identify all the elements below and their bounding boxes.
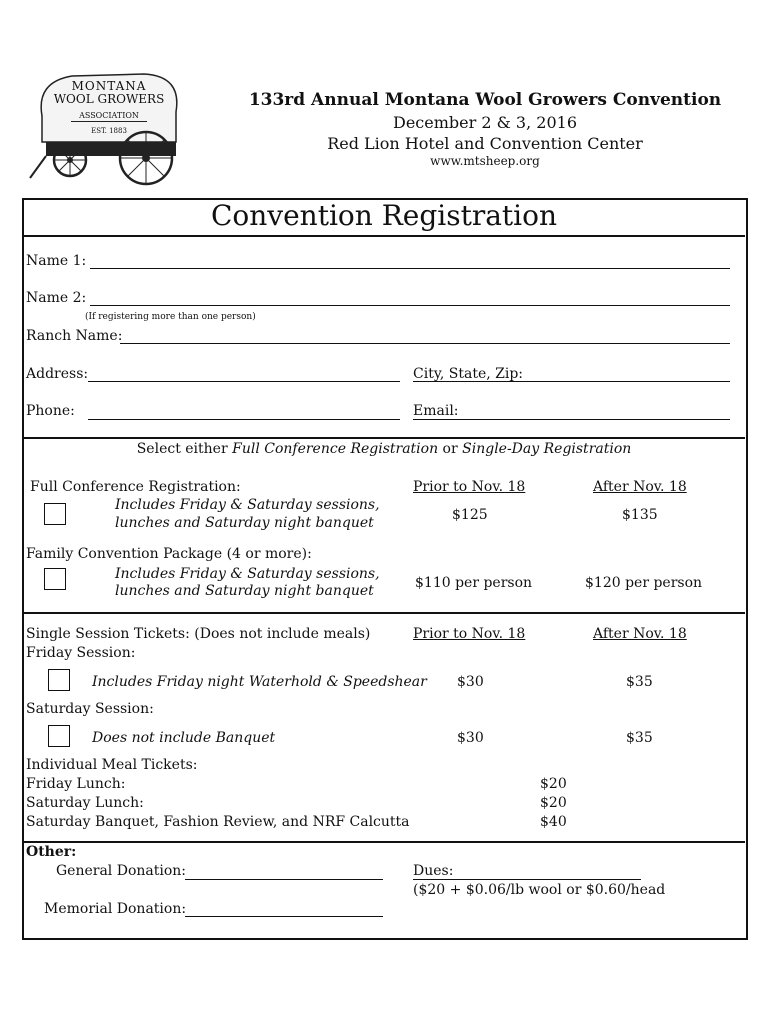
friday-session-desc: Includes Friday night Waterhold & Speedshear: [92, 674, 427, 690]
full-conference-desc-1: Includes Friday & Saturday sessions,: [115, 497, 380, 513]
selection-option-single: Single-Day Registration: [462, 441, 632, 457]
phone-label: Phone:: [26, 403, 75, 419]
family-package-desc-2: lunches and Saturday night banquet: [115, 583, 374, 599]
full-prior-price: $125: [452, 507, 488, 523]
city-state-zip-field[interactable]: [413, 381, 730, 382]
friday-after-price: $35: [626, 674, 653, 690]
dues-note: ($20 + $0.06/lb wool or $0.60/head: [413, 882, 666, 898]
meal-tickets-heading: Individual Meal Tickets:: [26, 757, 198, 773]
logo-text-montana: MONTANA: [71, 79, 147, 93]
selection-prefix: Select either: [136, 441, 233, 457]
single-after-header: After Nov. 18: [593, 626, 687, 642]
selection-option-full: Full Conference Registration: [232, 441, 439, 457]
memorial-donation-field[interactable]: [185, 916, 383, 917]
dues-label: Dues:: [413, 863, 454, 879]
meal-item-price: $40: [540, 814, 567, 830]
meal-item-label: Saturday Banquet, Fashion Review, and NRF Calcutta: [26, 814, 410, 830]
selection-middle: or: [438, 441, 463, 457]
name2-note: (If registering more than one person): [85, 312, 256, 322]
meal-item-price: $20: [540, 795, 567, 811]
email-label: Email:: [413, 403, 459, 419]
phone-field[interactable]: [88, 419, 400, 420]
logo-text-association: ASSOCIATION: [71, 112, 147, 121]
single-prior-header: Prior to Nov. 18: [413, 626, 526, 642]
full-prior-header: Prior to Nov. 18: [413, 479, 526, 495]
general-donation-field[interactable]: [185, 879, 383, 880]
title-divider: [23, 235, 745, 237]
meal-item-price: $20: [540, 776, 567, 792]
family-prior-price: $110 per person: [415, 575, 533, 591]
full-after-price: $135: [622, 507, 658, 523]
memorial-donation-label: Memorial Donation:: [44, 901, 187, 917]
full-conference-desc-2: lunches and Saturday night banquet: [115, 515, 374, 531]
name1-field[interactable]: [90, 268, 730, 269]
friday-session-checkbox[interactable]: [48, 669, 70, 691]
selection-instruction: [22, 441, 746, 457]
meal-item-label: Saturday Lunch:: [26, 795, 144, 811]
city-state-zip-label: City, State, Zip:: [413, 366, 524, 382]
friday-prior-price: $30: [457, 674, 484, 690]
saturday-session-label: Saturday Session:: [26, 701, 154, 717]
name1-label: Name 1:: [26, 253, 87, 269]
ranch-name-label: Ranch Name:: [26, 328, 123, 344]
friday-session-label: Friday Session:: [26, 645, 136, 661]
family-package-checkbox[interactable]: [44, 568, 66, 590]
convention-dates: December 2 & 3, 2016: [392, 113, 577, 132]
name2-field[interactable]: [90, 305, 730, 306]
address-field[interactable]: [88, 381, 400, 382]
full-conference-heading: Full Conference Registration:: [30, 479, 241, 495]
ranch-name-field[interactable]: [120, 343, 730, 344]
logo-text-established: EST. 1883: [91, 126, 127, 135]
family-after-price: $120 per person: [585, 575, 703, 591]
full-after-header: After Nov. 18: [593, 479, 687, 495]
other-heading: Other:: [26, 844, 77, 860]
saturday-prior-price: $30: [457, 730, 484, 746]
name2-label: Name 2:: [26, 290, 87, 306]
convention-website: www.mtsheep.org: [430, 154, 540, 168]
convention-venue: Red Lion Hotel and Convention Center: [327, 134, 643, 153]
single-session-heading: Single Session Tickets: (Does not include meals): [26, 626, 371, 642]
saturday-session-checkbox[interactable]: [48, 725, 70, 747]
saturday-after-price: $35: [626, 730, 653, 746]
address-label: Address:: [26, 366, 89, 382]
meal-item-label: Friday Lunch:: [26, 776, 126, 792]
dues-field[interactable]: [413, 879, 641, 880]
single-section-divider: [23, 841, 745, 843]
contact-divider: [23, 437, 745, 439]
form-title: Convention Registration: [210, 199, 558, 232]
full-section-divider: [23, 612, 745, 614]
association-logo: [26, 72, 188, 188]
email-field[interactable]: [413, 419, 730, 420]
family-package-desc-1: Includes Friday & Saturday sessions,: [115, 566, 380, 582]
saturday-session-desc: Does not include Banquet: [92, 730, 276, 746]
convention-title: 133rd Annual Montana Wool Growers Convention: [248, 90, 722, 110]
full-conference-checkbox[interactable]: [44, 503, 66, 525]
general-donation-label: General Donation:: [56, 863, 187, 879]
family-package-heading: Family Convention Package (4 or more):: [26, 546, 312, 562]
logo-text-wool-growers: WOOL GROWERS: [53, 91, 165, 106]
